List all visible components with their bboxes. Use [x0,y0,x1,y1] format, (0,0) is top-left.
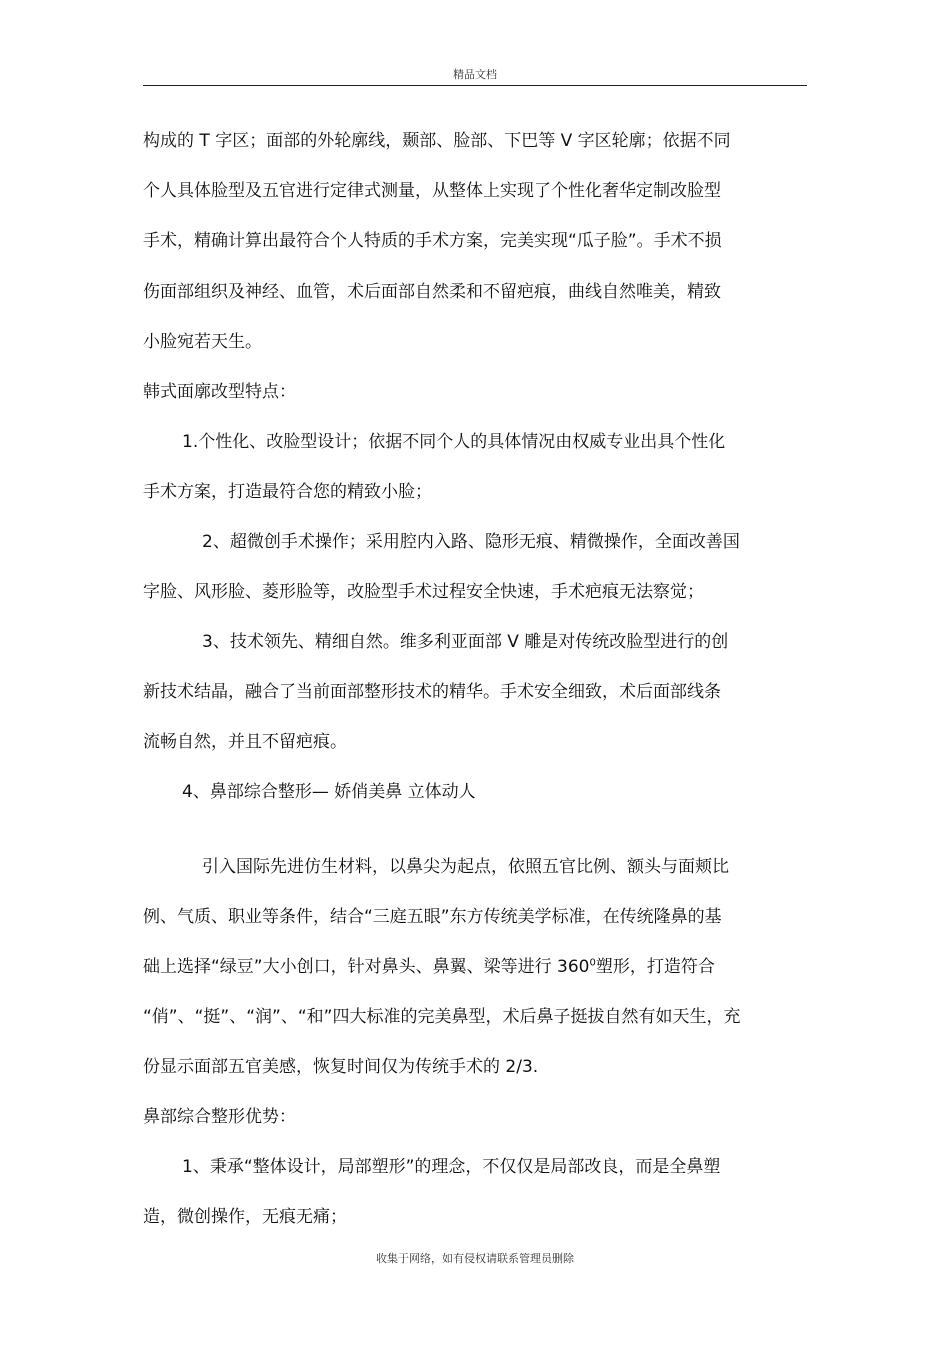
list-item: 2、超微创手术操作；采用腔内入路、隐形无痕、精微操作，全面改善国 [202,532,740,552]
superscript: 0 [589,957,596,969]
paragraph-line: 伤面部组织及神经、血管，术后面部自然柔和不留疤痕，曲线自然唯美，精致 [143,282,721,302]
paragraph-line [143,956,715,978]
paragraph-line: 引入国际先进仿生材料，以鼻尖为起点，依照五官比例、额头与面颊比 [202,857,729,877]
paragraph-line: “俏”、“挺”、“润”、“和”四大标准的完美鼻型，术后鼻子挺拔自然有如天生，充 [143,1007,741,1027]
paragraph-line: 手术方案，打造最符合您的精致小脸； [143,482,432,502]
paragraph-line: 构成的 T 字区；面部的外轮廓线，颞部、脸部、下巴等 V 字区轮廓；依据不同 [143,131,731,151]
section-heading: 鼻部综合整形优势： [143,1107,296,1127]
paragraph-line-text: 础上选择“绿豆”大小创口，针对鼻头、鼻翼、梁等进行 360 [143,957,590,977]
paragraph-line-tail: 塑形，打造符合 [595,957,715,977]
header-divider [143,85,807,86]
list-item: 1、秉承“整体设计，局部塑形”的理念，不仅仅是局部改良，而是全鼻塑 [182,1157,721,1177]
list-item: 3、技术领先、精细自然。维多利亚面部 V 雕是对传统改脸型进行的创 [202,632,729,652]
page-footer: 收集于网络，如有侵权请联系管理员删除 [376,1252,574,1265]
page-header: 精品文档 [453,68,497,81]
paragraph-line: 造，微创操作，无痕无痛； [143,1207,347,1227]
paragraph-line: 字脸、风形脸、菱形脸等，改脸型手术过程安全快速，手术疤痕无法察觉； [143,582,704,602]
list-item: 1.个性化、改脸型设计；依据不同个人的具体情况由权威专业出具个性化 [182,432,726,452]
paragraph-line: 手术，精确计算出最符合个人特质的手术方案，完美实现“瓜子脸”。手术不损 [143,231,722,251]
paragraph-line: 流畅自然，并且不留疤痕。 [143,732,347,752]
paragraph-line: 份显示面部五官美感，恢复时间仅为传统手术的 2/3. [143,1057,539,1077]
paragraph-line: 小脸宛若天生。 [143,332,262,352]
paragraph-line: 个人具体脸型及五官进行定律式测量，从整体上实现了个性化奢华定制改脸型 [143,181,721,201]
paragraph-line: 例、气质、职业等条件，结合“三庭五眼”东方传统美学标准，在传统隆鼻的基 [143,907,722,927]
paragraph-line: 新技术结晶，融合了当前面部整形技术的精华。手术安全细致，术后面部线条 [143,682,721,702]
list-item: 4、鼻部综合整形— 娇俏美鼻 立体动人 [182,782,476,802]
section-heading: 韩式面廓改型特点： [143,382,296,402]
